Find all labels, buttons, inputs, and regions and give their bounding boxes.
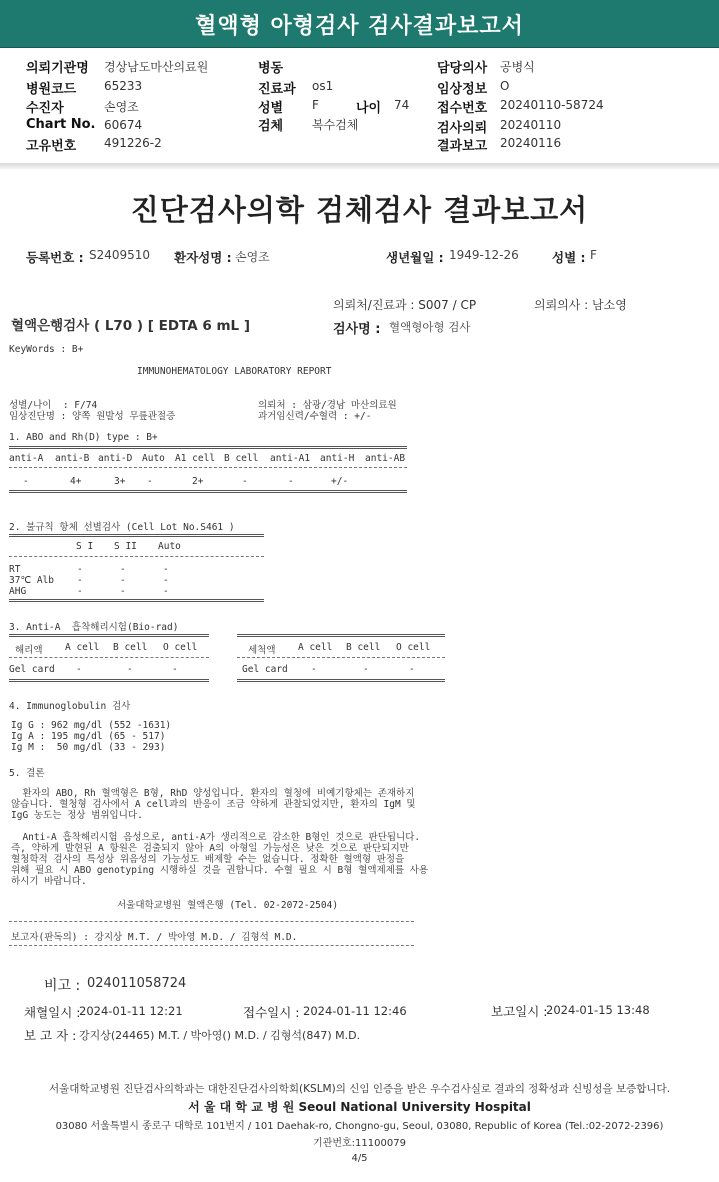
clinical-label: 임상정보 [437,82,488,97]
s3-right-values [242,664,415,675]
pname-label: 환자성명 : [174,250,232,265]
s3-right-header [248,642,431,656]
separator [9,657,209,658]
s2-header-cell: Auto [158,541,181,552]
s2-cell: - [120,575,126,586]
note-label: 비고 : [44,978,81,994]
s1-value-cell: 3+ [114,476,126,487]
hospital-code-label: 병원코드 [26,82,77,97]
s3-value-cell: Gel card [9,664,55,675]
s1-header-cell: anti-A1 [270,453,311,464]
banner-title: 혈액형 아형검사 검사결과보고서 [195,14,524,39]
separator [9,467,407,468]
s2-header-cell: S I [76,541,94,552]
dob-value: 1949-12-26 [449,248,519,262]
s1-value-cell: 4+ [70,476,82,487]
diagnosis: 임상진단명 : 양쪽 원발성 무릎관절증 [9,411,176,422]
s1-header-cell: anti-D [98,453,133,464]
s1-header-cell: anti-A [9,453,44,464]
receipt-label: 접수번호 [437,101,488,116]
s2-cell: - [120,586,126,597]
separator [9,634,209,637]
reporters: 보고자(판독의) : 강지상 M.T. / 박아영 M.D. / 김형석 M.D. [11,932,298,943]
conclusion-line: 즉, 약하게 발현된 A 항원은 검출되지 않아 A의 아형일 가능성은 낮은 것으로 판단되지만 [11,843,409,854]
s1-value-cell: - [288,476,294,487]
separator [9,679,209,682]
s3-header-cell: A cell [65,642,100,653]
note-value: 024011058724 [87,976,187,991]
hospital-code-value: 65233 [104,79,143,93]
s3-left-values [9,664,178,675]
s1-value-cell: - [23,476,29,487]
separator [9,534,264,537]
report-label: 결과보고 [437,139,488,154]
patient-value: 손영조 [104,100,139,114]
patient-label: 수진자 [26,101,64,116]
dob-label: 생년월일 : [386,250,444,265]
s1-value-cell: +/- [331,476,349,487]
hospital-name: 서 울 대 학 교 병 원 Seoul National University Hospital [188,1100,531,1114]
s2-row-label: AHG [9,586,27,597]
history: 과거임신력/수혈력 : +/- [258,411,372,422]
receipt-value: 20240110-58724 [500,98,604,112]
sex2-label: 성별 : [552,250,586,265]
chart-label: Chart No. [26,117,96,132]
s3-value-cell: - [172,664,178,675]
separator [237,657,445,658]
report-time-label: 보고일시 : [491,1004,548,1019]
reporter-value: 강지상(24465) M.T. / 박아영() M.D. / 김형석(847) M.D. [79,1029,361,1042]
ig-line: Ig G : 962 mg/dl (552 -1631) [11,720,172,731]
section2-title: 2. 불규칙 항체 선별검사 (Cell Lot No.S461 ) [9,522,235,533]
section4-title: 4. Immunoglobulin 검사 [9,701,131,712]
hospital-address: 03080 서울특별시 종로구 대학로 101번지 / 101 Daehak-ro, Chongno-gu, Seoul, 03080, Republic of Korea (Tel.:02-2072-2396) [55,1121,664,1132]
sex-value: F [312,98,319,112]
s3-value-cell: - [76,664,82,675]
clinical-value: O [500,79,510,93]
s3-header-cell: A cell [298,642,333,653]
bank-contact: 서울대학교병원 혈액은행 (Tel. 02-2072-2504) [117,900,339,911]
s2-cell: - [77,564,83,575]
specimen-label: 검체 [258,119,284,134]
section5-title: 5. 결론 [9,768,45,779]
institution-label: 의뢰기관명 [26,61,89,76]
accept-label: 접수일시 : [243,1005,300,1020]
section1-title: 1. ABO and Rh(D) type : B+ [9,432,158,443]
s3-value-cell: - [311,664,317,675]
s2-cell: - [163,575,169,586]
exam-value: 혈액형아형 검사 [389,320,471,334]
s3-value-cell: - [363,664,369,675]
separator [9,599,264,602]
section3-title: 3. Anti-A 흡착해리시험(Bio-rad) [9,622,179,633]
s3-header-cell: 세척액 [248,645,276,656]
separator [9,556,264,557]
lab-report-title: IMMUNOHEMATOLOGY LABORATORY REPORT [137,366,332,377]
s1-header-cell: anti-AB [365,453,406,464]
separator [9,945,414,946]
ward-label: 병동 [258,61,284,76]
reg-label: 등록번호 : [26,250,84,265]
s3-left-header [15,642,198,656]
ig-line: Ig M : 50 mg/dl (33 - 293) [11,742,166,753]
report-banner [0,0,719,48]
s2-row [9,586,169,597]
conclusion-line: Anti-A 흡착해리시험 음성으로, anti-A가 생리적으로 감소한 B형인 것으로 판단됩니다. [11,832,421,843]
s2-row [9,575,169,586]
sex-age: 성별/나이 : F/74 [9,400,98,411]
collect-label: 채혈일시 : [24,1005,81,1020]
s1-header-cell: anti-B [55,453,90,464]
s1-header-cell: A1 cell [175,453,216,464]
s1-header-cell: B cell [224,453,259,464]
s2-cell: - [163,586,169,597]
s1-value-cell: - [147,476,153,487]
conclusion-line: 환자의 ABO, Rh 혈액형은 B형, RhD 양성입니다. 환자의 혈청에 비예기항체는 존재하지 [11,788,415,799]
specimen-value: 복수검체 [312,118,359,132]
s1-value-cell: 2+ [192,476,204,487]
unique-label: 고유번호 [26,139,77,154]
s3-header-cell: B cell [346,642,381,653]
s3-value-cell: - [409,664,415,675]
separator [237,634,445,637]
s3-header-cell: B cell [113,642,148,653]
separator [9,490,407,493]
s2-row-label: 37℃ Alb [9,575,54,586]
conclusion-line: 않습니다. 혈청형 검사에서 A cell과의 반응이 조금 약하게 관찰되었지만, 환자의 IgM 및 [11,799,416,810]
s3-header-cell: O cell [396,642,431,653]
s3-header-cell: 해리액 [15,645,43,656]
ref-dept: 의뢰처/진료과 : S007 / CP [333,298,477,312]
institution-value: 경상남도마산의료원 [104,60,209,74]
doctor-value: 공병식 [500,60,535,74]
conclusion-line: IgG 농도는 정상 범위입니다. [11,810,143,821]
ig-line: Ig A : 195 mg/dl (65 - 517) [11,731,166,742]
conclusion-line: 하시기 바랍니다. [11,876,87,887]
dept-value: os1 [312,79,334,93]
request-label: 검사의뢰 [437,121,488,136]
collect-value: 2024-01-11 12:21 [79,1004,183,1018]
sex2-value: F [590,248,597,262]
request-value: 20240110 [500,118,562,132]
s2-row-label: RT [9,564,21,575]
separator [9,921,414,922]
exam-label: 검사명 : [333,322,381,337]
s3-value-cell: - [127,664,133,675]
s3-header-cell: O cell [163,642,198,653]
report-value: 20240116 [500,136,562,150]
separator [9,446,407,449]
s2-cell: - [77,586,83,597]
s2-cell: - [120,564,126,575]
reporter-label: 보 고 자 : [24,1028,77,1043]
doctor-label: 담당의사 [437,61,488,76]
s2-cell: - [77,575,83,586]
dept-label: 진료과 [258,82,296,97]
referrer: 의뢰처 : 삼광/경남 마산의료원 [258,400,397,411]
s2-row [9,564,169,575]
conclusion-line: 혈청학적 검사의 특성상 위음성의 가능성도 배제할 수는 없습니다. 정확한 혈액형 판정을 [11,854,405,865]
report-time-value: 2024-01-15 13:48 [546,1003,650,1017]
age-label: 나이 [356,101,382,116]
ref-doctor: 의뢰의사 : 남소영 [534,298,627,312]
s2-header-cell: S II [114,541,137,552]
chart-value: 60674 [104,118,143,132]
reg-value: S2409510 [89,248,151,262]
unique-value: 491226-2 [104,136,162,150]
s2-cell: - [163,564,169,575]
document-title: 진단검사의학 검체검사 결과보고서 [130,193,589,227]
s3-value-cell: Gel card [242,664,288,675]
accept-value: 2024-01-11 12:46 [303,1004,407,1018]
pname-value: 손영조 [235,250,270,264]
s1-header-cell: Auto [142,453,165,464]
s1-value-cell: - [242,476,248,487]
keywords: KeyWords : B+ [9,344,84,355]
age-value: 74 [394,98,410,112]
certification-note: 서울대학교병원 진단검사의학과는 대한진단검사의학회(KSLM)의 신임 인증을 받은 우수검사실로 결과의 정확성과 신빙성을 보증합니다. [48,1083,671,1095]
page-number: 4/5 [351,1153,368,1164]
sex-label: 성별 [258,101,284,116]
header-shadow [0,163,719,169]
s1-header-cell: anti-H [320,453,355,464]
conclusion-line: 위해 필요 시 ABO genotyping 시행하실 것을 권합니다. 수혈 필요 시 B형 혈액제제를 사용 [11,865,429,876]
separator [237,679,445,682]
institution-number: 기관번호:11100079 [313,1138,406,1149]
bank-title: 혈액은행검사 ( L70 ) [ EDTA 6 mL ] [11,318,251,334]
